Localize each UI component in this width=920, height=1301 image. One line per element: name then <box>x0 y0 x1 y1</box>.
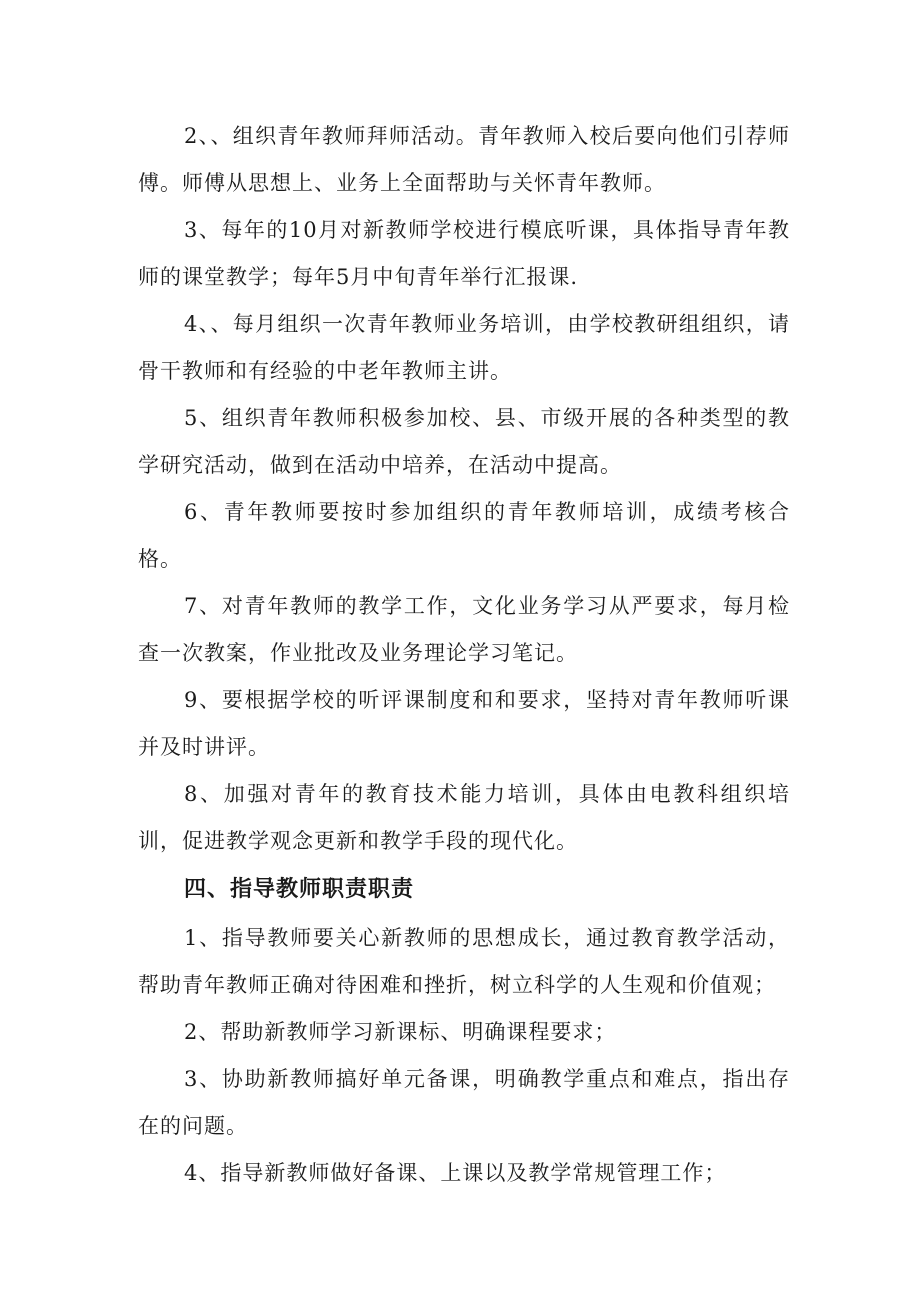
paragraph-item-3: 3、每年的10月对新教师学校进行模底听课，具体指导青年教师的课堂教学；每年5月中旬青年举行汇报课. <box>138 218 790 289</box>
section-heading: 四、指导教师职责职责 <box>184 877 415 902</box>
paragraph-item-9: 9、要根据学校的听评课制度和和要求，坚持对青年教师听课并及时讲评。 <box>138 688 790 759</box>
paragraph-item-5: 5、组织青年教师积极参加校、县、市级开展的各种类型的教学研究活动，做到在活动中培养，在活动中提高。 <box>138 406 790 477</box>
section-paragraph-3: 3、协助新教师搞好单元备课，明确教学重点和难点，指出存在的问题。 <box>138 1067 790 1138</box>
section-paragraph-2: 2、帮助新教师学习新课标、明确课程要求； <box>184 1020 617 1044</box>
paragraph-item-8: 8、加强对青年的教育技术能力培训，具体由电教科组织培训，促进教学观念更新和教学手段的现代化。 <box>138 782 790 853</box>
section-paragraph-4: 4、指导新教师做好备课、上课以及教学常规管理工作； <box>184 1161 727 1185</box>
paragraph-item-6: 6、青年教师要按时参加组织的青年教师培训，成绩考核合格。 <box>138 500 790 571</box>
paragraph-item-2: 2、、组织青年教师拜师活动。青年教师入校后要向他们引荐师傅。师傅从思想上、业务上全面帮助与关怀青年教师。 <box>138 124 790 195</box>
section-paragraph-1: 1、指导教师要关心新教师的思想成长，通过教育教学活动，帮助青年教师正确对待困难和挫折，树立科学的人生观和价值观； <box>138 926 790 997</box>
paragraph-item-4: 4、、每月组织一次青年教师业务培训，由学校教研组组织，请骨干教师和有经验的中老年教师主讲。 <box>138 312 790 383</box>
document-page <box>138 113 790 1197</box>
paragraph-item-7: 7、对青年教师的教学工作，文化业务学习从严要求，每月检查一次教案，作业批改及业务理论学习笔记。 <box>138 594 790 665</box>
